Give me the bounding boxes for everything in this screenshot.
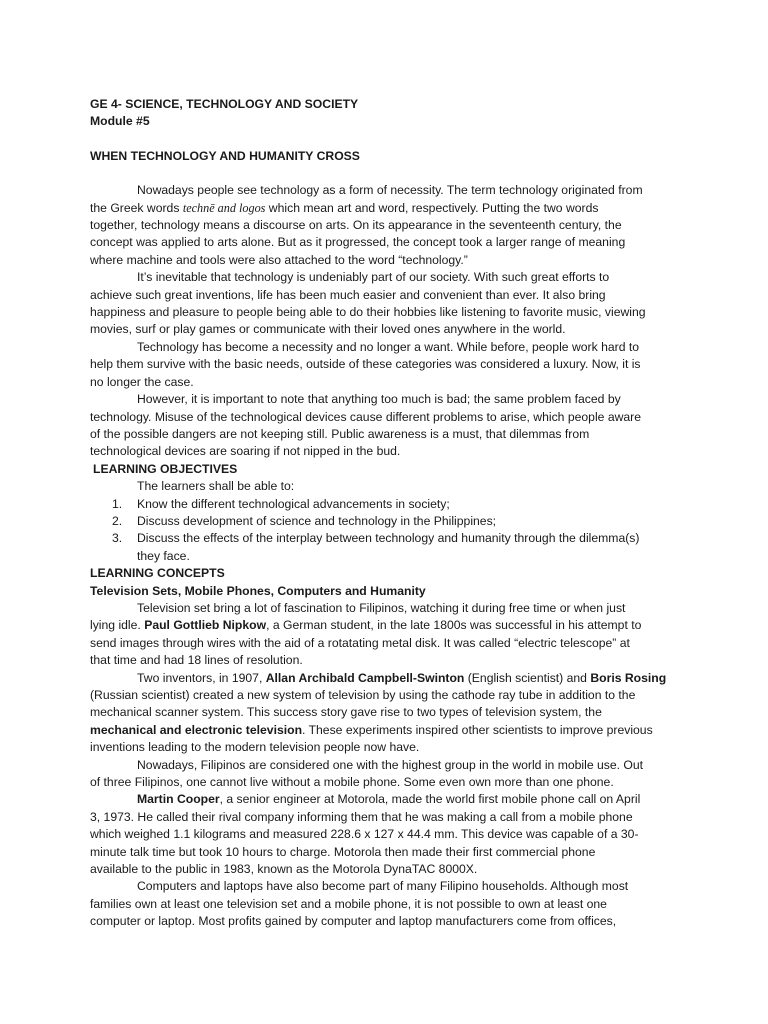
text-line: where machine and tools were also attached to the word “technology.” [90, 252, 468, 267]
text-line: which weighed 1.1 kilograms and measured 228.6 x 127 x 44.4 mm. This device was capable of a 30- [90, 827, 639, 842]
intro-paragraph-2 [90, 269, 670, 339]
text-line: minute talk time but took 10 hours to charge. Motorola then made their first commercial phone [90, 844, 596, 859]
mobile-paragraph-1 [90, 757, 670, 792]
list-item: 3. Discuss the effects of the interplay between technology and humanity through the dilemma(s) [90, 530, 670, 547]
list-item: 1. Know the different technological advancements in society; [90, 496, 670, 513]
intro-paragraph-1 [90, 182, 670, 269]
text-line: Computers and laptops have also become part of many Filipino households. Although most [137, 879, 629, 894]
greek-word-techne: technē [182, 200, 215, 215]
learning-objectives-heading: LEARNING OBJECTIVES [93, 461, 238, 476]
computers-paragraph [90, 878, 670, 930]
text-line: technology. Misuse of the technological devices cause different problems to arise, which people aware [90, 409, 642, 424]
greek-word-logos: logos [239, 200, 266, 215]
document-title: WHEN TECHNOLOGY AND HUMANITY CROSS [90, 148, 360, 163]
intro-paragraph-4 [90, 391, 670, 461]
name-cooper: Martin Cooper [137, 792, 220, 807]
text-line: of three Filipinos, one cannot live without a mobile phone. Some even own more than one phone. [90, 775, 614, 790]
text-line: (Russian scientist) created a new system of television by using the cathode ray tube in addition to the [90, 688, 636, 702]
text-line: the Greek words technē and logos which mean art and word, respectively. Putting the two words [90, 200, 599, 215]
name-rosing: Boris Rosing [590, 670, 667, 685]
bold-phrase: mechanical and electronic television [90, 722, 303, 737]
mobile-paragraph-2 [90, 791, 670, 878]
module-number: Module #5 [90, 114, 150, 129]
text-line: However, it is important to note that anything too much is bad; the same problem faced by [137, 392, 621, 407]
text-line: 3, 1973. He called their rival company informing them that he was making a call from a mobile phone [90, 809, 633, 824]
text-line: mechanical scanner system. This success story gave rise to two types of television system, the [90, 705, 602, 720]
text-line: happiness and pleasure to people being able to do their hobbies like listening to favorite music, viewing [90, 305, 646, 320]
list-item-continuation: they face. [137, 548, 190, 563]
text-line: technological devices are soaring if not nipped in the bud. [90, 444, 401, 459]
document-body [90, 96, 670, 931]
tv-paragraph-1 [90, 600, 670, 670]
text-line: computer or laptop. Most profits gained by computer and laptop manufacturers come from offices, [90, 914, 617, 929]
list-item: 2. Discuss development of science and technology in the Philippines; [90, 513, 670, 530]
name-campbell-swinton: Allan Archibald Campbell-Swinton [265, 670, 465, 685]
list-number: 2. [112, 513, 123, 528]
intro-paragraph-3 [90, 339, 670, 391]
learning-concepts-heading: LEARNING CONCEPTS [90, 566, 225, 581]
text-line: lying idle. Paul Gottlieb Nipkow, a German student, in the late 1800s was successful in his attempt to [90, 618, 642, 633]
text-line: mechanical and electronic television. These experiments inspired other scientists to improve previous [90, 722, 653, 737]
text-line: together, technology means a discourse on arts. On its appearance in the seventeenth century, the [90, 218, 622, 233]
text-line: movies, surf or play games or communicate with their loved ones anywhere in the world. [90, 322, 566, 337]
text-line: that time and had 18 lines of resolution. [90, 653, 303, 668]
objectives-list [90, 496, 670, 566]
text-line: Technology has become a necessity and no longer a want. While before, people work hard to [137, 339, 640, 354]
text-line: concept was applied to arts alone. But as it progressed, the concept took a larger range of meaning [90, 235, 626, 250]
list-number: 1. [112, 496, 123, 511]
name-nipkow: Paul Gottlieb Nipkow [144, 618, 267, 633]
text-line: send images through wires with the aid of a rotatating metal disk. It was called “electric telescope” at [90, 635, 630, 650]
text-line: inventions leading to the modern television people now have. [90, 740, 420, 755]
text-line: families own at least one television set and a mobile phone, it is not possible to own at least one [90, 896, 607, 911]
text-line: of the possible dangers are not keeping still. Public awareness is a must, that dilemmas from [90, 426, 590, 441]
course-title: GE 4- SCIENCE, TECHNOLOGY AND SOCIETY [90, 97, 359, 111]
objectives-lead: The learners shall be able to: [137, 479, 295, 494]
text-line: Television set bring a lot of fascination to Filipinos, watching it during free time or when just [137, 600, 626, 615]
text-line: achieve such great inventions, life has been much easier and convenient than ever. It also bring [90, 287, 606, 302]
text-line: Martin Cooper, a senior engineer at Motorola, made the world first mobile phone call on April [137, 792, 641, 807]
section-subheading: Television Sets, Mobile Phones, Computers and Humanity [90, 583, 426, 598]
text-line: Two inventors, in 1907, Allan Archibald Campbell-Swinton (English scientist) and Boris Rosing [137, 670, 667, 685]
tv-paragraph-2 [90, 670, 670, 757]
text-line: available to the public in 1983, known as the Motorola DynaTAC 8000X. [90, 862, 478, 877]
text-line: Nowadays, Filipinos are considered one with the highest group in the world in mobile use. Out [137, 757, 644, 772]
text-line: Nowadays people see technology as a form of necessity. The term technology originated from [137, 183, 643, 198]
text-line: It’s inevitable that technology is undeniably part of our society. With such great efforts to [137, 270, 610, 285]
text-line: no longer the case. [90, 374, 194, 389]
text-line: help them survive with the basic needs, outside of these categories was considered a luxury. Now, it is [90, 357, 641, 372]
list-number: 3. [112, 531, 123, 546]
